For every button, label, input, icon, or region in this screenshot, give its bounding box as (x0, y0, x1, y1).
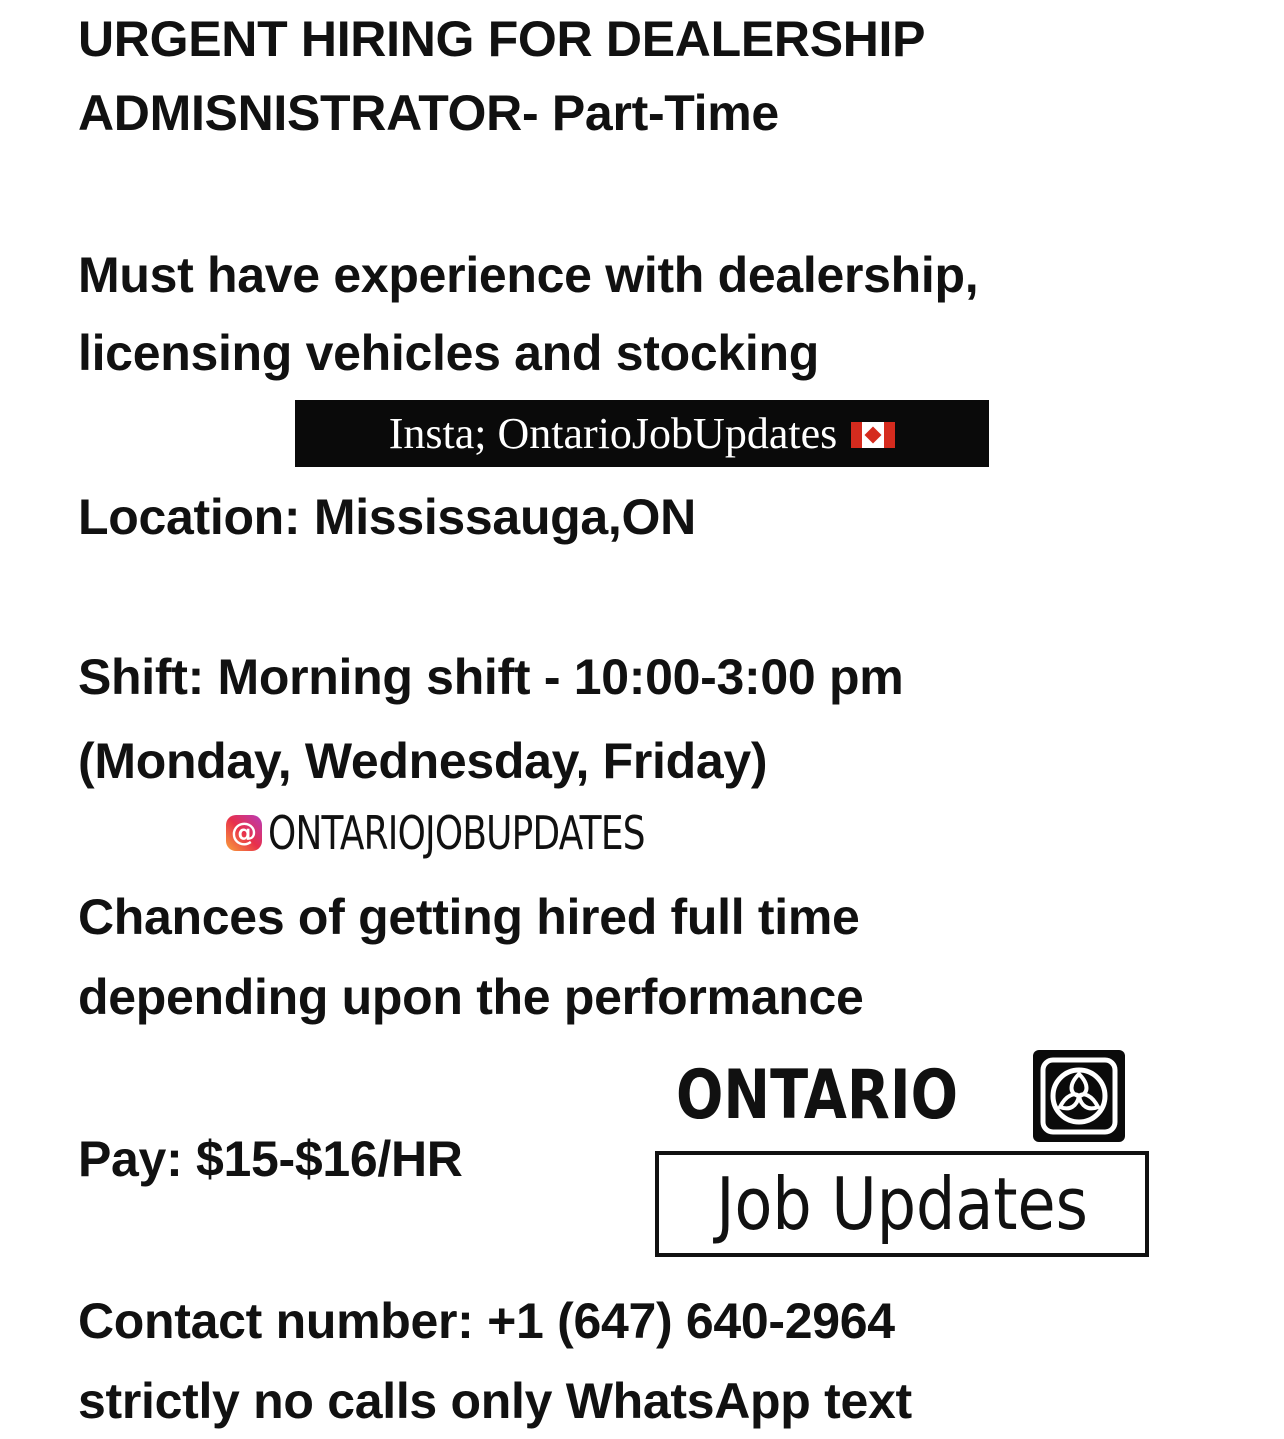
requirement-line-1: Must have experience with dealership, (78, 247, 979, 303)
instagram-watermark (295, 400, 989, 467)
canada-flag-icon (851, 422, 895, 448)
logo-job-updates-text: Job Updates (716, 1162, 1088, 1246)
watermark-text: Insta; OntarioJobUpdates (388, 408, 838, 458)
chances-line-2: depending upon the performance (78, 969, 864, 1025)
chances-line-1: Chances of getting hired full time (78, 889, 860, 945)
shift-line-2: (Monday, Wednesday, Friday) (78, 733, 768, 789)
handle-text: ONTARIOJOBUPDATES (268, 806, 645, 860)
title-line-2: ADMISNISTRATOR- Part-Time (78, 85, 779, 141)
trillium-icon (1033, 1050, 1125, 1142)
logo-ontario-text: ONTARIO (676, 1056, 959, 1135)
threads-icon (226, 815, 262, 851)
requirement-line-2: licensing vehicles and stocking (78, 325, 819, 381)
title-line-1: URGENT HIRING FOR DEALERSHIP (78, 11, 926, 67)
social-handle (226, 806, 751, 860)
location-line: Location: Mississauga,ON (78, 489, 696, 545)
contact-line-2: strictly no calls only WhatsApp text (78, 1373, 912, 1429)
logo-job-updates-box (655, 1151, 1149, 1257)
contact-line-1: Contact number: +1 (647) 640-2964 (78, 1293, 895, 1349)
shift-line-1: Shift: Morning shift - 10:00-3:00 pm (78, 649, 904, 705)
pay-line: Pay: $15-$16/HR (78, 1131, 463, 1187)
